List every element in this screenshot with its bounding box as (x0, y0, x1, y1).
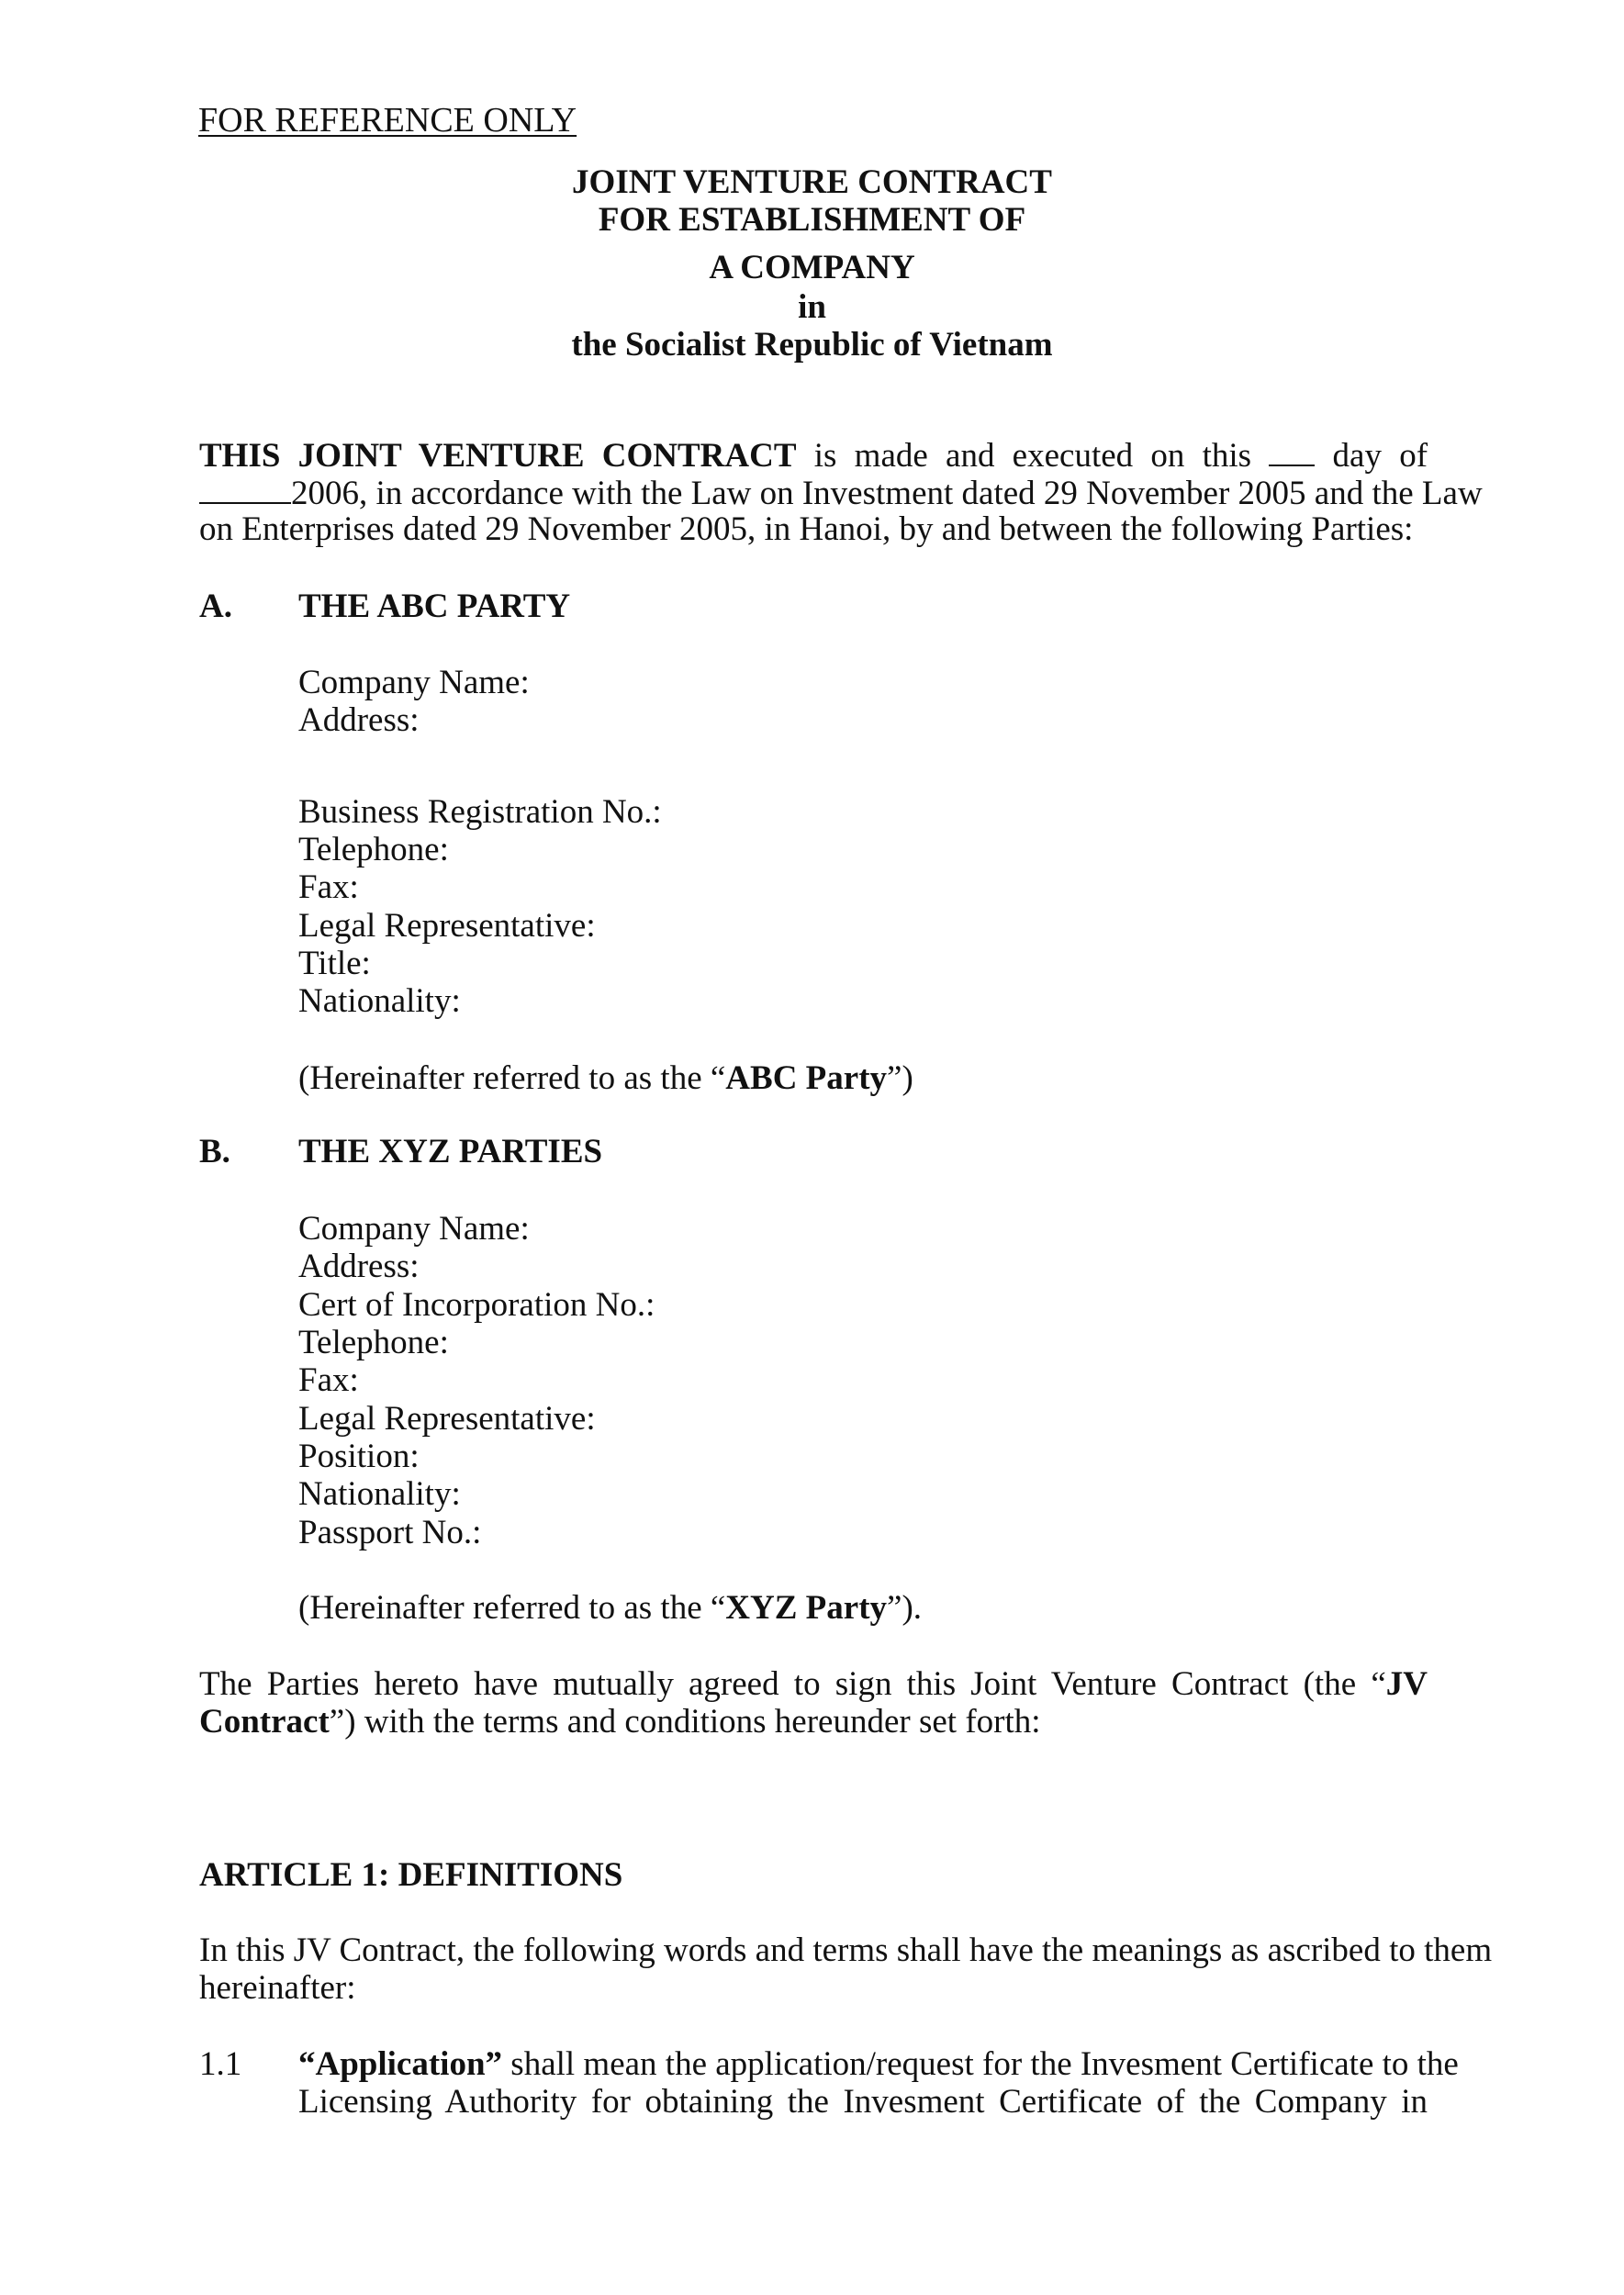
preamble-text: 2006, in accordance with the Law on Investment dated 29 November 2005 and the Law (291, 475, 1483, 512)
hereinafter-text: (Hereinafter referred to as the “ (298, 1059, 726, 1097)
agreement-line-1 (199, 1667, 1428, 1701)
party-a-field-telephone: Telephone: (298, 831, 449, 868)
defined-term: “Application” (298, 2045, 503, 2083)
definition-line-1 (298, 2045, 1459, 2083)
party-b-field-fax: Fax: (298, 1361, 359, 1399)
month-blank-field[interactable] (199, 475, 291, 504)
preamble-line-1 (199, 437, 1428, 473)
party-b-field-cert-of-incorporation: Cert of Incorporation No.: (298, 1286, 655, 1324)
intro-text: In this JV Contract, the following words and terms shall have the meanings as ascribed to them (199, 1931, 1493, 1969)
party-a-field-address: Address: (298, 701, 420, 739)
agreement-text: ”) with the terms and conditions hereunder set forth: (329, 1703, 1041, 1741)
day-blank-field[interactable] (1269, 437, 1315, 466)
party-a-hereinafter (298, 1061, 913, 1095)
agreement-line-2 (199, 1705, 1041, 1739)
title-line-2: FOR ESTABLISHMENT OF (598, 201, 1026, 239)
definition-number: 1.1 (199, 2045, 242, 2083)
defined-term: XYZ Party (725, 1589, 888, 1627)
hereinafter-text: (Hereinafter referred to as the “ (298, 1589, 726, 1627)
party-a-field-nationality: Nationality: (298, 982, 461, 1020)
title-line-4: in (798, 288, 826, 326)
defined-term: Contract (199, 1703, 330, 1741)
party-b-hereinafter (298, 1591, 922, 1625)
preamble-text: day of (1332, 437, 1428, 475)
title-line-1: JOINT VENTURE CONTRACT (572, 163, 1052, 201)
party-a-field-business-registration: Business Registration No.: (298, 793, 662, 831)
party-a-field-company-name: Company Name: (298, 664, 530, 701)
hereinafter-text: ”) (887, 1059, 913, 1097)
party-a-field-fax: Fax: (298, 868, 359, 906)
party-b-letter: B. (199, 1133, 230, 1170)
reference-label: FOR REFERENCE ONLY (198, 101, 577, 140)
party-b-field-position: Position: (298, 1438, 420, 1475)
definition-line-2 (298, 2085, 1428, 2119)
definition-text: shall mean the application/request for the Invesment Certificate to the (510, 2045, 1459, 2083)
article-1-intro-line-2: hereinafter: (199, 1969, 356, 2007)
party-b-field-legal-representative: Legal Representative: (298, 1400, 596, 1438)
article-1-intro-line-1 (199, 1931, 1493, 1969)
hereinafter-text: ”). (887, 1589, 923, 1627)
title-line-3: A COMPANY (709, 249, 915, 286)
party-b-field-company-name: Company Name: (298, 1210, 530, 1248)
definition-text: Licensing Authority for obtaining the Invesment Certificate of the Company in (298, 2083, 1428, 2121)
party-a-field-title: Title: (298, 945, 371, 982)
party-a-letter: A. (199, 588, 232, 625)
defined-term: ABC Party (725, 1059, 888, 1097)
preamble-line-3: on Enterprises dated 29 November 2005, in Hanoi, by and between the following Parties: (199, 510, 1414, 548)
title-line-5: the Socialist Republic of Vietnam (571, 326, 1053, 364)
preamble-bold-lead: THIS JOINT VENTURE CONTRACT (199, 437, 797, 475)
party-b-field-telephone: Telephone: (298, 1324, 449, 1361)
preamble-text: is made and executed on this (813, 437, 1252, 475)
party-b-field-nationality: Nationality: (298, 1475, 461, 1513)
party-a-heading: THE ABC PARTY (298, 588, 571, 625)
party-b-heading: THE XYZ PARTIES (298, 1133, 603, 1170)
preamble-line-2 (199, 475, 1483, 512)
defined-term: JV (1385, 1665, 1428, 1703)
agreement-text: The Parties hereto have mutually agreed to sign this Joint Venture Contract (the “ (199, 1665, 1386, 1703)
party-b-field-address: Address: (298, 1248, 420, 1285)
party-a-field-legal-representative: Legal Representative: (298, 907, 596, 945)
article-1-heading: ARTICLE 1: DEFINITIONS (199, 1856, 623, 1894)
party-b-field-passport: Passport No.: (298, 1514, 482, 1551)
